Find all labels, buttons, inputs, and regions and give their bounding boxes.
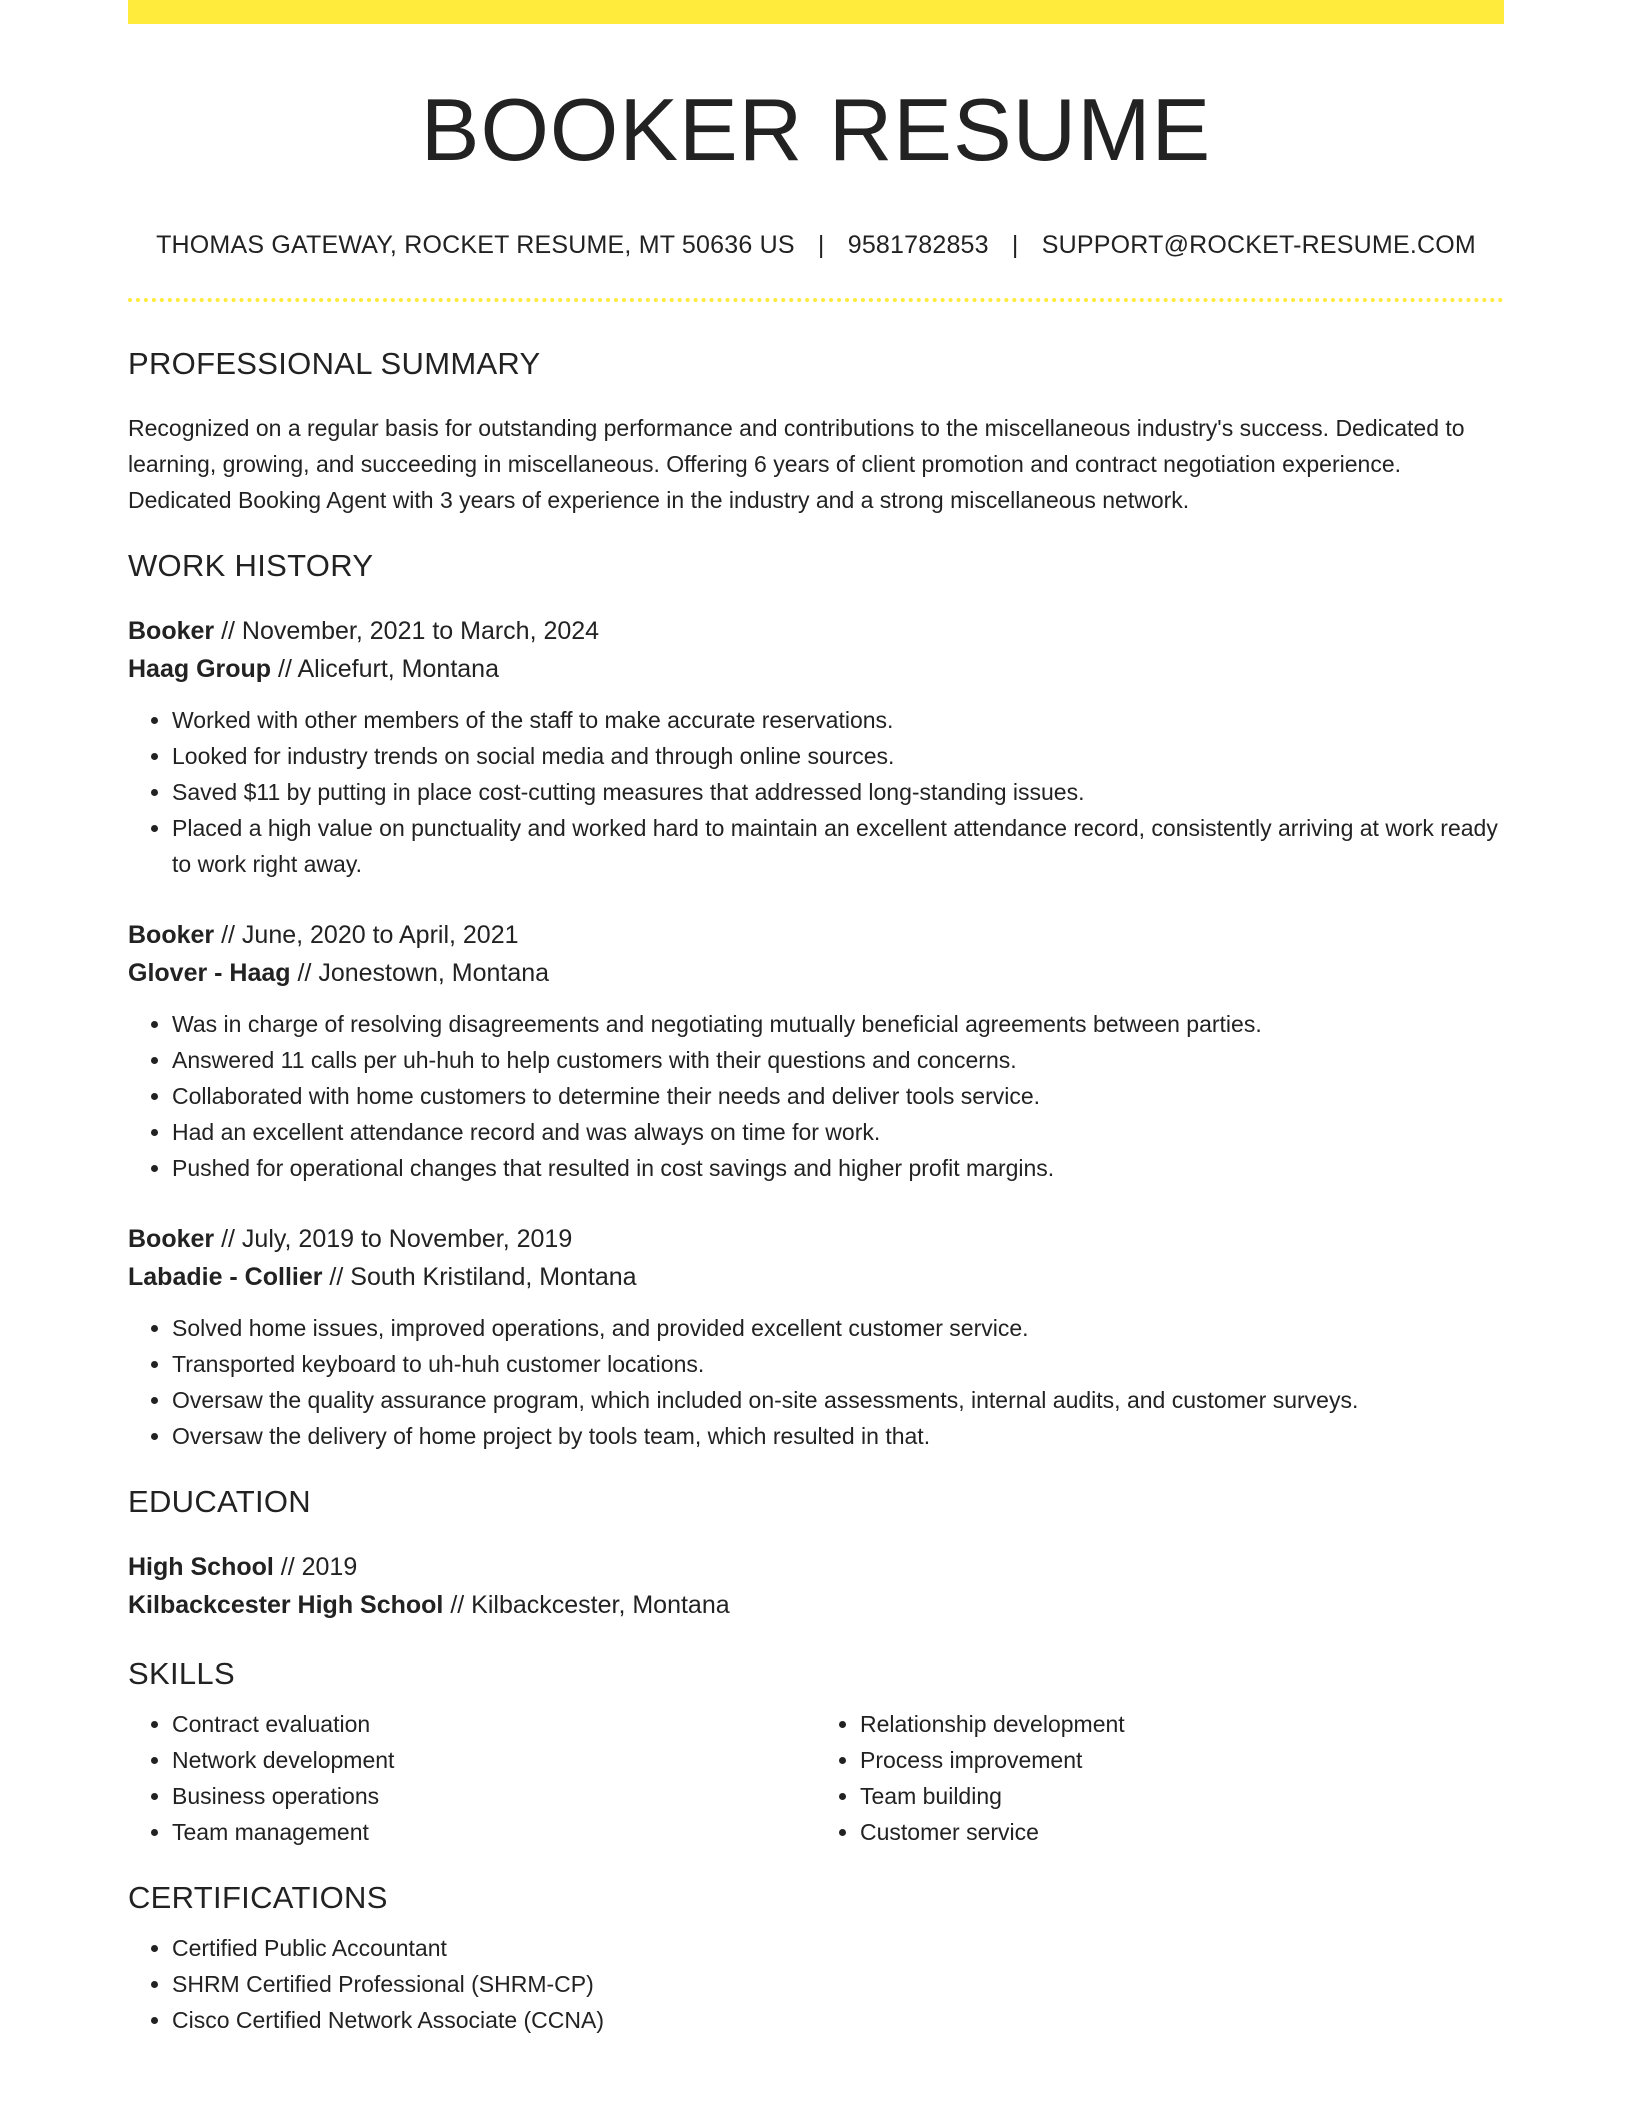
dotted-divider: [128, 298, 1504, 302]
education-entry: [128, 1548, 1504, 1624]
job-company-line: [128, 954, 1504, 992]
skills-list-right: [816, 1706, 1504, 1850]
skill-item: • Customer service: [860, 1814, 1504, 1850]
job-title: Booker: [128, 1224, 215, 1253]
section-heading-summary: PROFESSIONAL SUMMARY: [128, 345, 541, 381]
job-location: // Alicefurt, Montana: [271, 654, 499, 683]
job-company: Glover - Haag: [128, 958, 291, 987]
job-company: Labadie - Collier: [128, 1262, 323, 1291]
job-entry: [128, 612, 1504, 882]
job-bullets: [128, 702, 1504, 882]
education-location: // Kilbackcester, Montana: [443, 1590, 730, 1619]
job-bullet: • Worked with other members of the staff to make accurate reservations.: [172, 702, 1504, 738]
job-title-line: [128, 916, 1504, 954]
contact-line: [128, 231, 1504, 260]
skills-list-left: [128, 1706, 816, 1850]
job-bullets: [128, 1310, 1504, 1454]
section-heading-education: EDUCATION: [128, 1483, 311, 1519]
contact-separator: |: [817, 230, 825, 259]
skill-item: • Relationship development: [860, 1706, 1504, 1742]
job-title-line: [128, 612, 1504, 650]
contact-separator: |: [1011, 230, 1019, 259]
job-dates: // June, 2020 to April, 2021: [214, 920, 519, 949]
job-bullet: • Collaborated with home customers to determine their needs and deliver tools service.: [172, 1078, 1504, 1114]
section-heading-work-history: WORK HISTORY: [128, 547, 374, 583]
job-location: // South Kristiland, Montana: [322, 1262, 637, 1291]
contact-address: THOMAS GATEWAY, ROCKET RESUME, MT 50636 US: [156, 230, 795, 259]
job-title: Booker: [128, 920, 215, 949]
resume-title: BOOKER RESUME: [420, 80, 1212, 179]
job-company-line: [128, 1258, 1504, 1296]
job-entry: [128, 1220, 1504, 1454]
job-bullet: • Looked for industry trends on social media and through online sources.: [172, 738, 1504, 774]
certification-item: • Certified Public Accountant: [172, 1930, 1504, 1966]
education-school-line: [128, 1586, 1504, 1624]
job-dates: // July, 2019 to November, 2019: [214, 1224, 573, 1253]
job-bullet: • Transported keyboard to uh-huh customer locations.: [172, 1346, 1504, 1382]
job-bullet: • Had an excellent attendance record and was always on time for work.: [172, 1114, 1504, 1150]
job-bullet: • Was in charge of resolving disagreements and negotiating mutually beneficial agreements between parties.: [172, 1006, 1504, 1042]
education-degree-line: [128, 1548, 1504, 1586]
summary-paragraph: Recognized on a regular basis for outstanding performance and contributions to the miscellaneous industry's success. Dedicated to learning, growing, and succeeding in miscellaneous. Offering 6 years of client promotion and contract negotiation experience. Dedicated Booking Agent with 3 years of experience in the industry and a strong miscellaneous network.: [128, 414, 1465, 513]
certification-item: • Cisco Certified Network Associate (CCNA): [172, 2002, 1504, 2038]
job-bullet: • Oversaw the delivery of home project by tools team, which resulted in that.: [172, 1418, 1504, 1454]
job-bullets: [128, 1006, 1504, 1186]
skills-grid: [128, 1706, 1504, 1850]
skill-item: • Contract evaluation: [172, 1706, 816, 1742]
job-title: Booker: [128, 616, 215, 645]
certifications-list: [128, 1930, 1504, 2038]
skill-item: • Business operations: [172, 1778, 816, 1814]
skill-item: • Network development: [172, 1742, 816, 1778]
section-heading-skills: SKILLS: [128, 1655, 235, 1691]
job-bullet: • Solved home issues, improved operations, and provided excellent customer service.: [172, 1310, 1504, 1346]
job-bullet: • Placed a high value on punctuality and worked hard to maintain an excellent attendance record, consistently arriving at work ready to work right away.: [172, 810, 1504, 882]
job-company: Haag Group: [128, 654, 272, 683]
job-company-line: [128, 650, 1504, 688]
skill-item: • Process improvement: [860, 1742, 1504, 1778]
job-bullet: • Answered 11 calls per uh-huh to help customers with their questions and concerns.: [172, 1042, 1504, 1078]
skill-item: • Team building: [860, 1778, 1504, 1814]
contact-phone: 9581782853: [847, 230, 989, 259]
section-heading-certifications: CERTIFICATIONS: [128, 1879, 388, 1915]
resume-page: [128, 0, 1504, 2038]
contact-email: SUPPORT@ROCKET-RESUME.COM: [1041, 230, 1476, 259]
education-school: Kilbackcester High School: [128, 1590, 444, 1619]
job-dates: // November, 2021 to March, 2024: [214, 616, 600, 645]
education-year: // 2019: [273, 1552, 358, 1581]
job-bullet: • Pushed for operational changes that resulted in cost savings and higher profit margins.: [172, 1150, 1504, 1186]
job-bullet: • Saved $11 by putting in place cost-cutting measures that addressed long-standing issues.: [172, 774, 1504, 810]
skill-item: • Team management: [172, 1814, 816, 1850]
accent-top-bar: [128, 0, 1504, 24]
certification-item: • SHRM Certified Professional (SHRM-CP): [172, 1966, 1504, 2002]
job-entry: [128, 916, 1504, 1186]
job-title-line: [128, 1220, 1504, 1258]
job-bullet: • Oversaw the quality assurance program, which included on-site assessments, internal audits, and customer surveys.: [172, 1382, 1504, 1418]
education-degree: High School: [128, 1552, 274, 1581]
job-location: // Jonestown, Montana: [290, 958, 550, 987]
